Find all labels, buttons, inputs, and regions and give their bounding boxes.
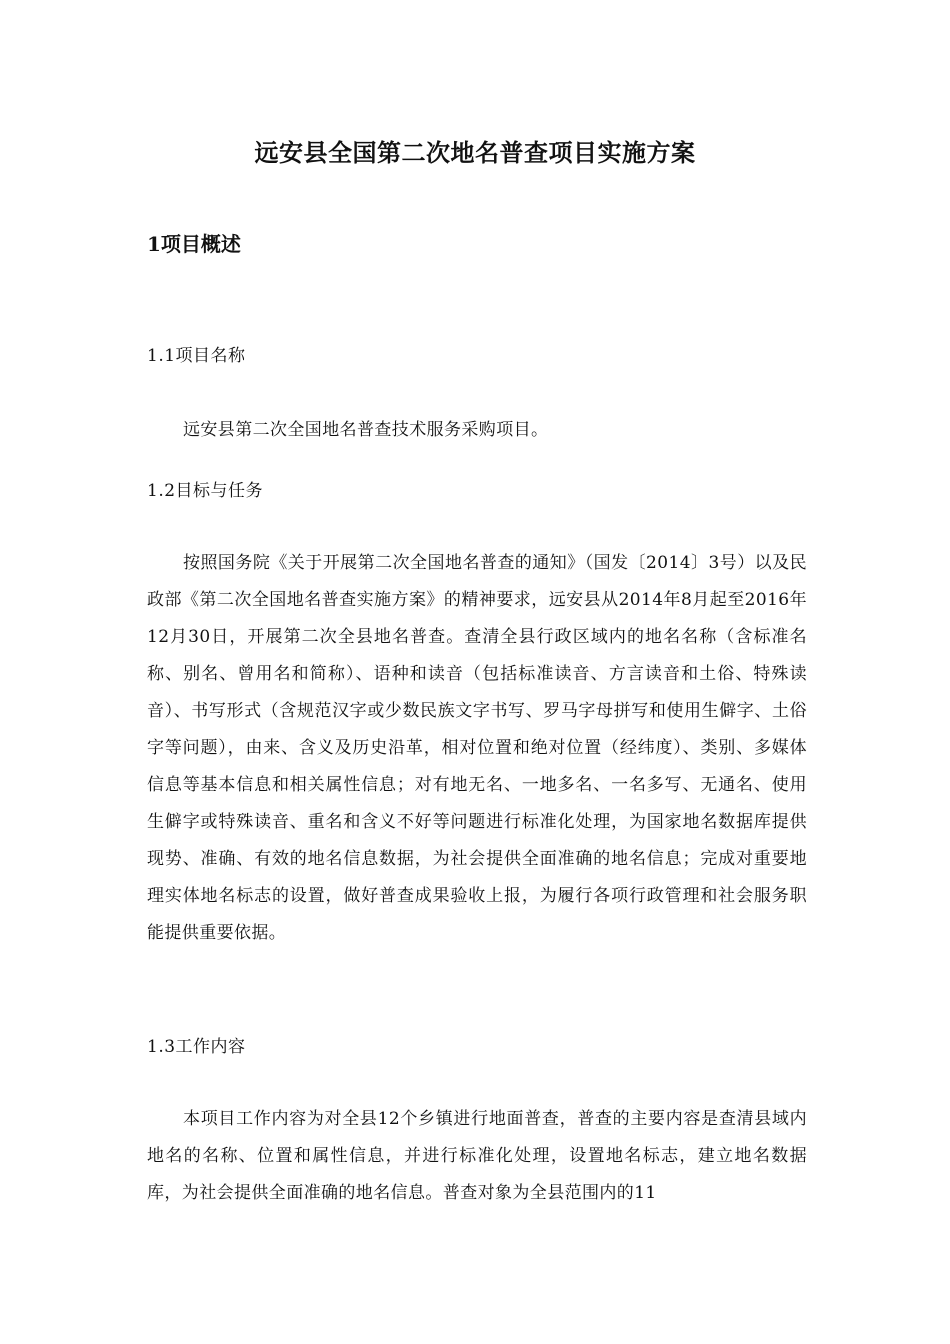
paragraph-work-content: 本项目工作内容为对全县12个乡镇进行地面普查，普查的主要内容是查清县域内地名的名称、位置和属性信息，并进行标准化处理，设置地名标志，建立地名数据库，为社会提供全面准确的地名信息。普查对象为全县范围内的11 [147, 1109, 807, 1203]
subsection-heading-1-3: 1.3工作内容 [147, 1037, 246, 1057]
paragraph-goals-tasks: 按照国务院《关于开展第二次全国地名普查的通知》（国发〔2014〕3号）以及民政部《第二次全国地名普查实施方案》的精神要求，远安县从2014年8月起至2016年12月30日，开展第二次全县地名普查。查清全县行政区域内的地名名称（含标准名称、别名、曾用名和简称）、语种和读音（包括标准读音、方言读音和土俗、特殊读音）、书写形式（含规范汉字或少数民族文字书写、罗马字母拼写和使用生僻字、土俗字等问题），由来、含义及历史沿革，相对位置和绝对位置（经纬度）、类别、多媒体信息等基本信息和相关属性信息；对有地无名、一地多名、一名多写、无通名、使用生僻字或特殊读音、重名和含义不好等问题进行标准化处理，为国家地名数据库提供现势、准确、有效的地名信息数据，为社会提供全面准确的地名信息；完成对重要地理实体地名标志的设置，做好普查成果验收上报，为履行各项行政管理和社会服务职能提供重要依据。 [147, 553, 807, 943]
subsection-heading-1-1: 1.1项目名称 [147, 346, 246, 366]
subsection-heading-1-2: 1.2目标与任务 [147, 481, 264, 501]
section-heading-1: 1项目概述 [147, 232, 241, 256]
document-title: 远安县全国第二次地名普查项目实施方案 [254, 138, 696, 167]
paragraph-project-name: 远安县第二次全国地名普查技术服务采购项目。 [183, 420, 549, 440]
